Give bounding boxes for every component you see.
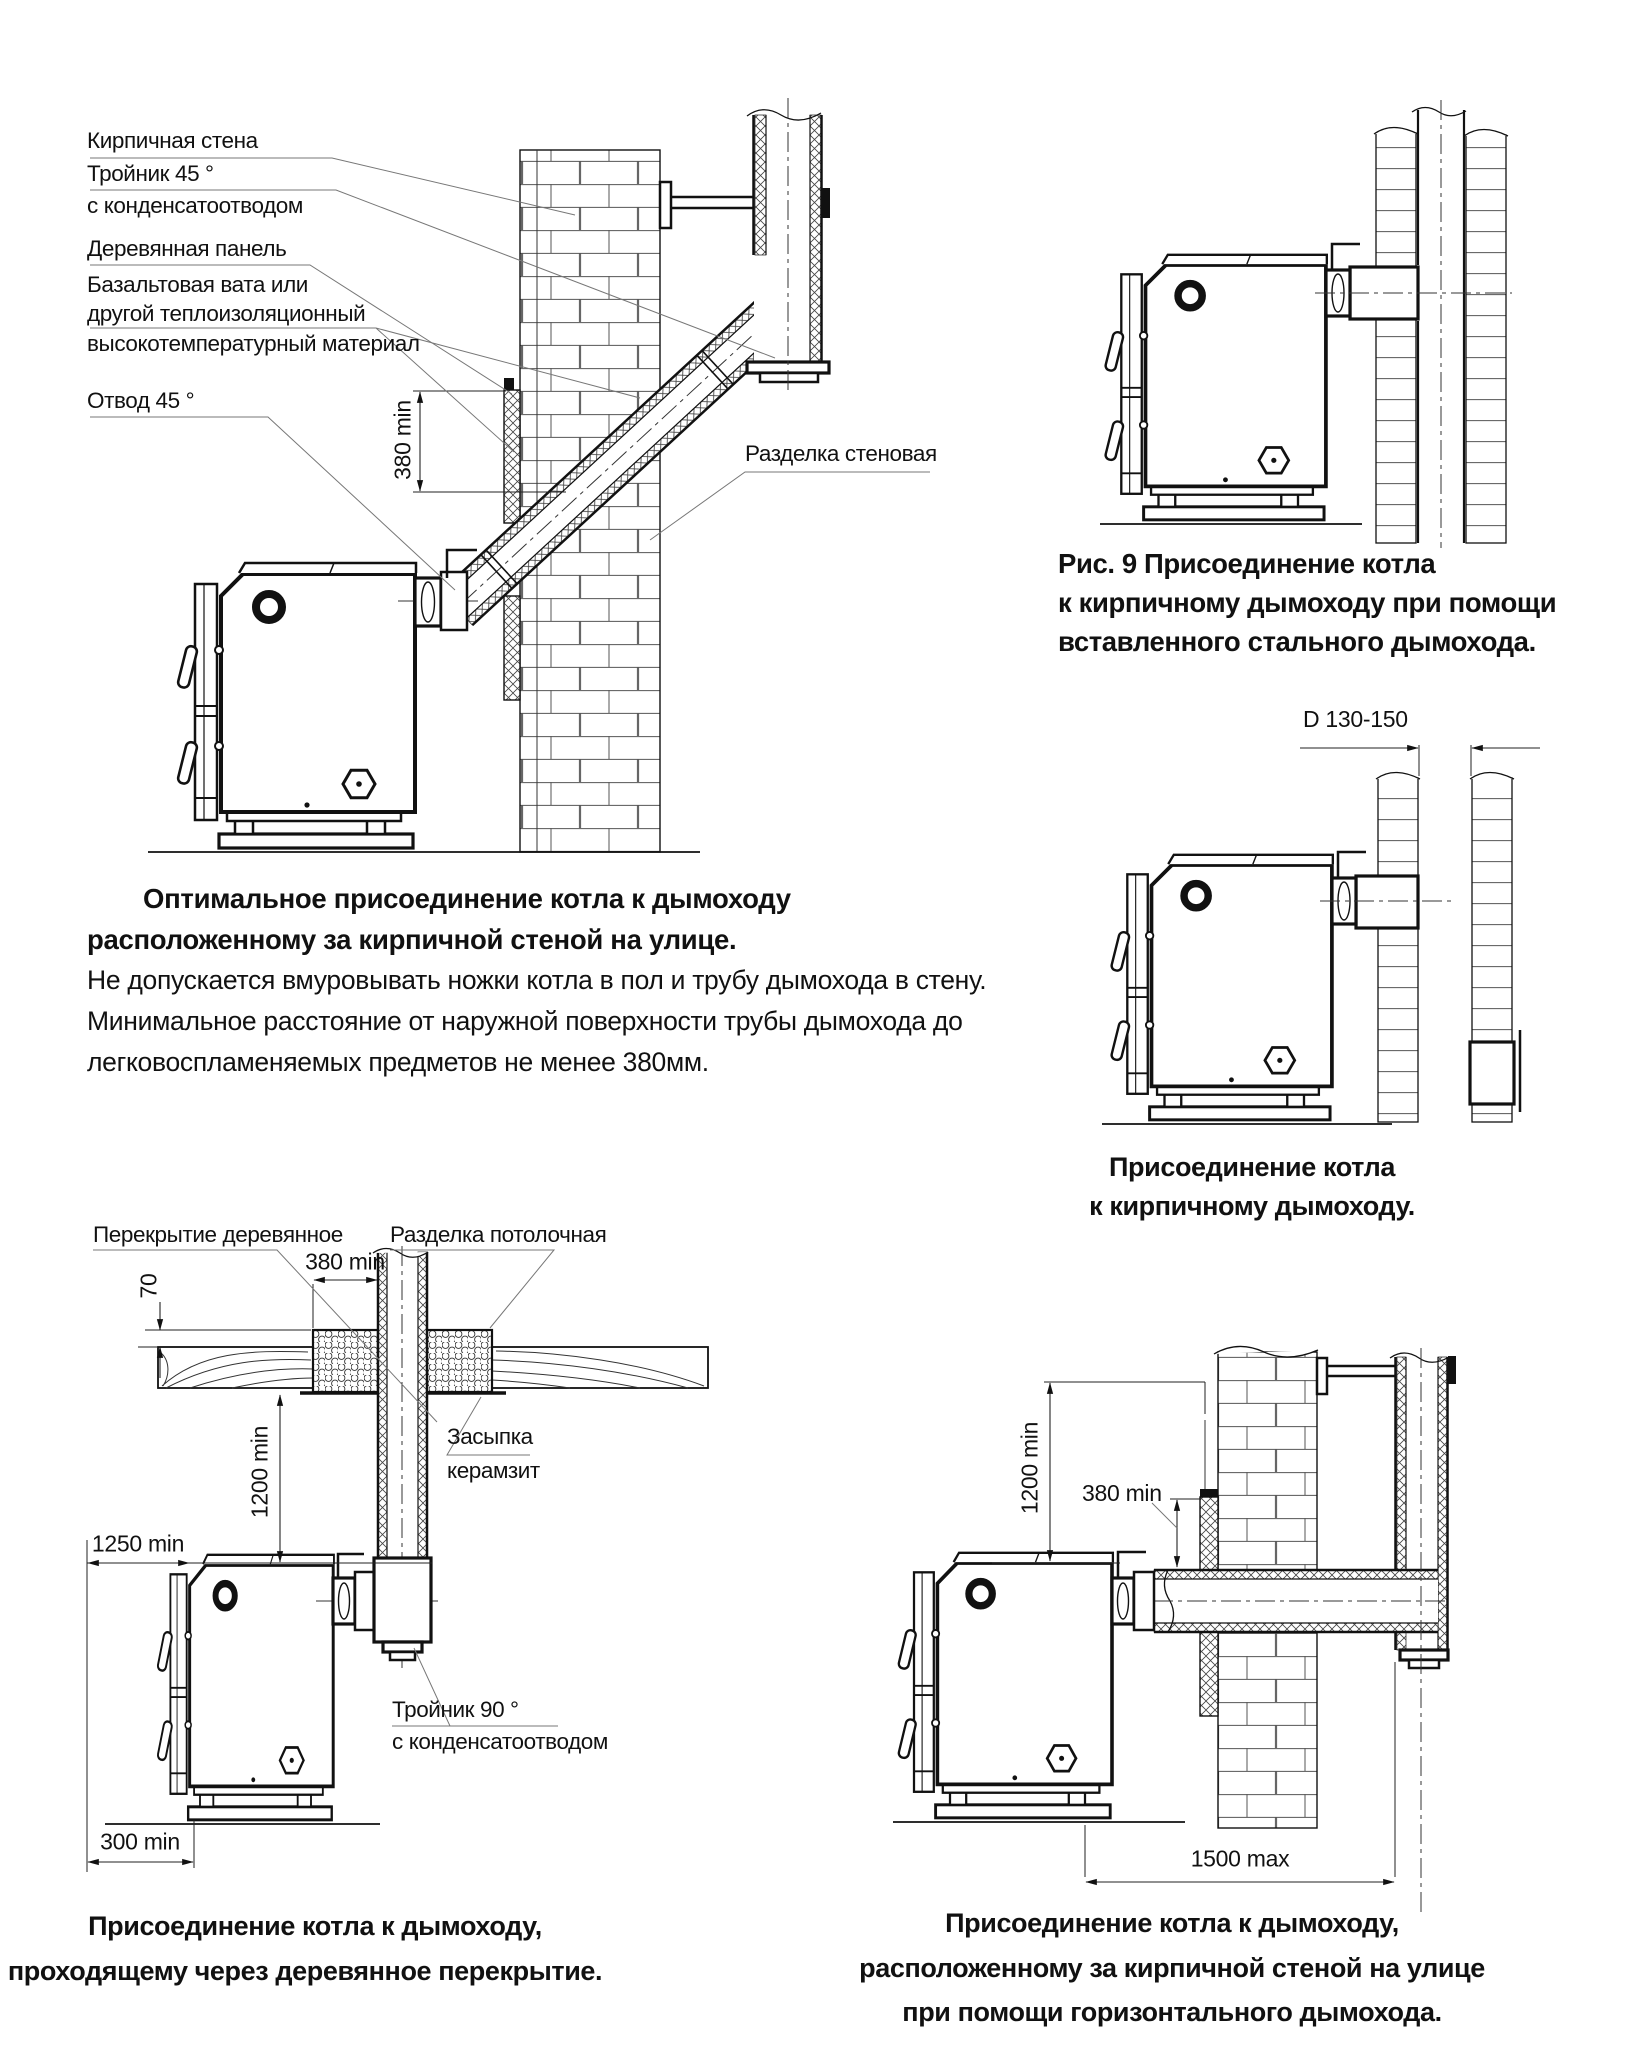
diagram-brick-chimney xyxy=(1102,745,1540,1124)
dim-380-min-d1: 380 min xyxy=(389,400,416,480)
boiler xyxy=(898,1553,1113,1818)
label-basalt-line2: другой теплоизоляционный xyxy=(87,301,366,326)
flue-connection xyxy=(1356,876,1418,928)
dim-1200-min-d4: 1200 min xyxy=(246,1425,273,1519)
note-bold-line1: Оптимальное присоединение котла к дымоходу xyxy=(143,883,791,914)
label-tee90-line2: с конденсатоотводом xyxy=(392,1729,608,1754)
dim-380 xyxy=(1152,1499,1200,1567)
note-line2: Минимальное расстояние от наружной поверхности трубы дымохода до xyxy=(87,1006,963,1036)
boiler xyxy=(1111,855,1333,1120)
label-fill-line1: Засыпка xyxy=(447,1424,533,1449)
fig9-caption-line1: Рис. 9 Присоединение котла xyxy=(1058,548,1436,579)
boiler xyxy=(177,563,416,848)
fig9-caption-line2: к кирпичному дымоходу при помощи xyxy=(1058,587,1557,618)
label-ceiling-cut: Разделка потолочная xyxy=(390,1222,607,1247)
brick-chimney-right xyxy=(1466,135,1506,543)
d3-caption-line2: к кирпичному дымоходу. xyxy=(1089,1191,1415,1221)
note-line3: легковоспламеняемых предметов не менее 380мм. xyxy=(87,1047,709,1077)
note-line1: Не допускается вмуровывать ножки котла в пол и трубу дымохода в стену. xyxy=(87,965,987,995)
label-wood-panel: Деревянная панель xyxy=(87,236,287,261)
d3-caption-line1: Присоединение котла xyxy=(1109,1152,1395,1182)
dim-1250-min: 1250 min xyxy=(91,1530,185,1557)
brick-chimney-left xyxy=(1376,133,1416,543)
label-basalt-line1: Базальтовая вата или xyxy=(87,272,308,297)
label-fill-line2: керамзит xyxy=(447,1458,540,1483)
diagram-through-ceiling xyxy=(87,1246,708,1872)
cleanout-door xyxy=(1470,1042,1514,1104)
ceramsite-fill-right xyxy=(427,1330,492,1392)
d5-caption-line2: расположенному за кирпичной стеной на улице xyxy=(859,1953,1485,1983)
d4-caption-line2: проходящему через деревянное перекрытие. xyxy=(7,1956,603,1986)
dim-1200-min-d5: 1200 min xyxy=(1016,1421,1043,1515)
diagram-horizontal-flue xyxy=(893,1346,1456,1916)
dim-380 xyxy=(313,1280,377,1328)
d4-caption-line1: Присоединение котла к дымоходу, xyxy=(88,1911,542,1941)
dim-380-min-d5: 380 min xyxy=(1082,1480,1162,1506)
label-brick-wall: Кирпичная стена xyxy=(87,128,258,153)
label-wood-ceiling: Перекрытие деревянное xyxy=(93,1222,343,1247)
boiler xyxy=(1105,255,1327,520)
ceramsite-fill-left xyxy=(313,1330,378,1392)
boiler xyxy=(157,1555,334,1820)
dim-300-min: 300 min xyxy=(100,1828,180,1855)
dim-1500-max: 1500 max xyxy=(1190,1845,1290,1872)
fig9-caption-line3: вставленного стального дымохода. xyxy=(1058,626,1536,657)
label-elbow45: Отвод 45 ° xyxy=(87,388,195,413)
note-block xyxy=(87,878,986,1083)
d5-caption-line3: при помощи горизонтального дымохода. xyxy=(902,1997,1442,2027)
diagram-steel-liner xyxy=(1100,100,1512,548)
label-basalt-line3: высокотемпературный материал xyxy=(87,331,420,356)
label-wall-cut: Разделка стеновая xyxy=(745,441,937,466)
note-bold-line2: расположенному за кирпичной стеной на улице. xyxy=(87,924,737,955)
label-tee45-line2: с конденсатоотводом xyxy=(87,193,303,218)
dim-70: 70 xyxy=(135,1273,162,1299)
dim-d130-150: D 130-150 xyxy=(1303,706,1408,732)
dim-D xyxy=(1300,745,1540,776)
tee-90 xyxy=(374,1558,431,1642)
d5-caption-line1: Присоединение котла к дымоходу, xyxy=(945,1908,1399,1938)
label-tee90-line1: Тройник 90 ° xyxy=(392,1697,519,1722)
label-tee45-line1: Тройник 45 ° xyxy=(87,161,214,186)
dim-380-min-d4: 380 min xyxy=(305,1248,385,1275)
